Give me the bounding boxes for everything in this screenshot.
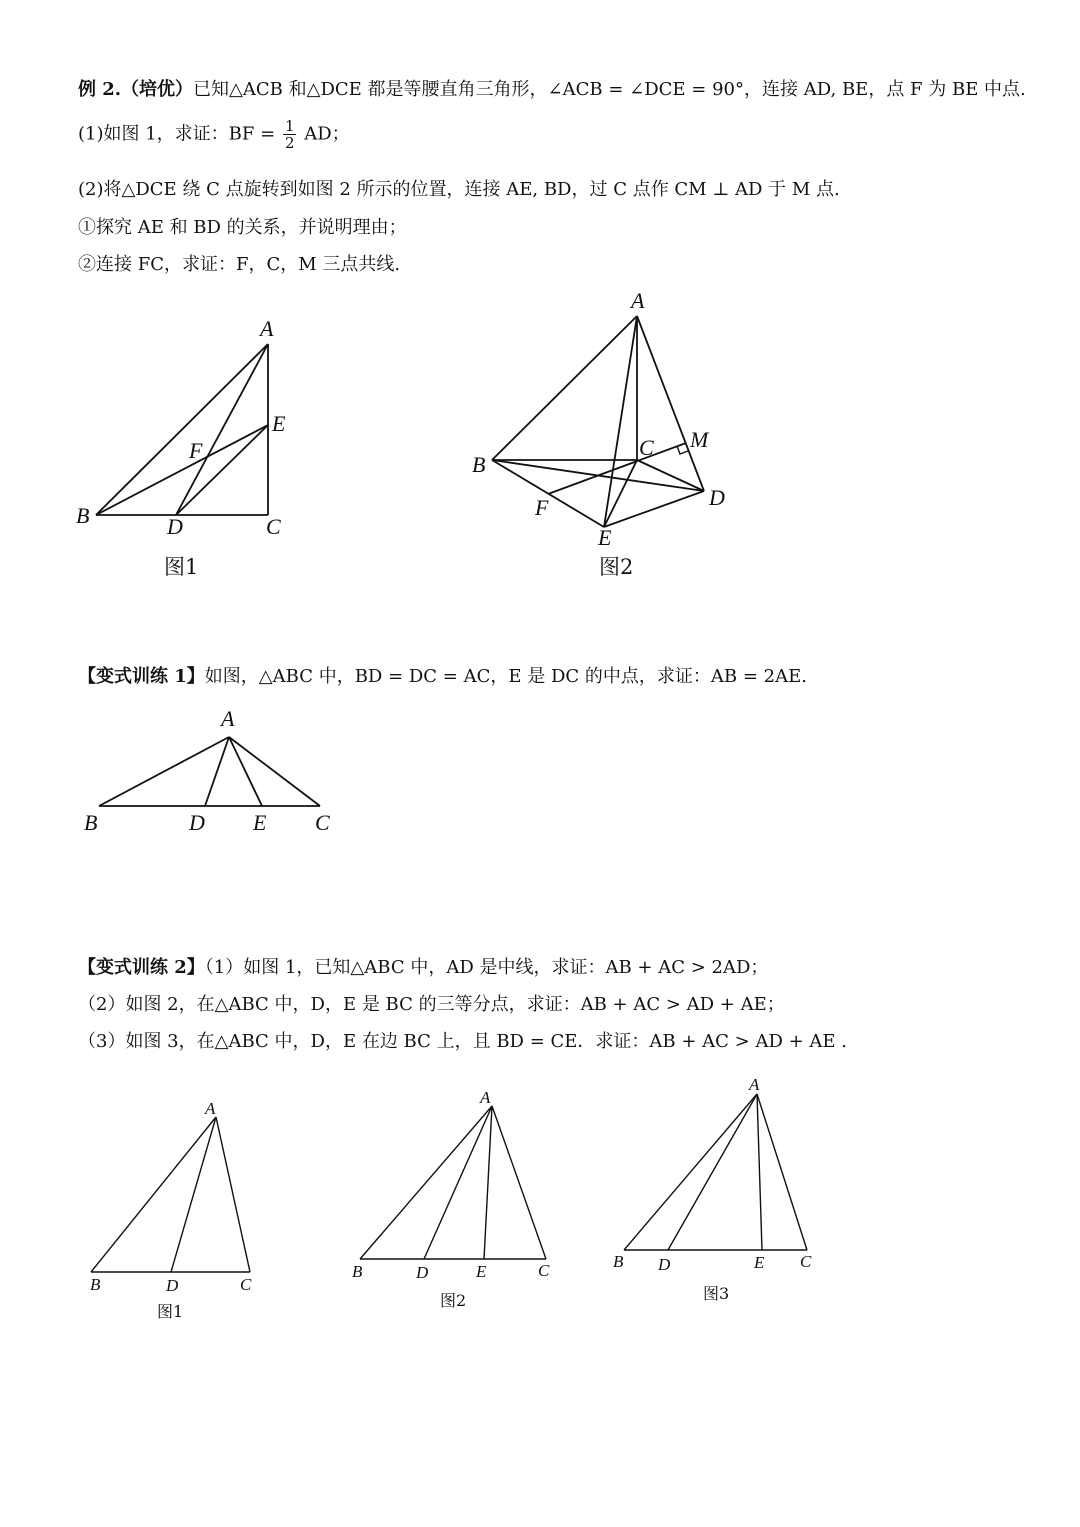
fig1-caption: 图1 bbox=[164, 555, 199, 579]
v1-label-d: D bbox=[189, 810, 205, 835]
v1-label-a: A bbox=[221, 706, 235, 731]
segment-ad bbox=[668, 1094, 757, 1250]
fraction-denominator: 2 bbox=[284, 134, 295, 152]
segment-ac bbox=[757, 1094, 807, 1250]
example2-stmt: 已知△ACB 和△DCE 都是等腰直角三角形，∠ACB = ∠DCE = 90°，连接 AD, BE，点 F 为 BE 中点. bbox=[193, 79, 1026, 100]
v1-label-e: E bbox=[253, 810, 267, 835]
variant2-q2: （2）如图 2，在△ABC 中，D，E 是 BC 的三等分点，求证：AB + AC > AD + AE； bbox=[78, 994, 785, 1015]
example2-part2: (2)将△DCE 绕 C 点旋转到如图 2 所示的位置，连接 AE, BD，过 C 点作 CM ⊥ AD 于 M 点. bbox=[78, 179, 840, 200]
v2f3-label-b: B bbox=[613, 1252, 624, 1271]
fig2-caption: 图2 bbox=[599, 555, 634, 579]
v2f2-caption: 图2 bbox=[440, 1291, 467, 1310]
fig2-label-m: M bbox=[690, 427, 709, 452]
variant1-heading: 【变式训练 1】 bbox=[78, 666, 205, 687]
v2f2-label-b: B bbox=[352, 1262, 363, 1281]
variant2-q1-text: （1）如图 1，已知△ABC 中，AD 是中线，求证：AB + AC > 2AD； bbox=[204, 957, 769, 978]
v2f2-label-d: D bbox=[416, 1263, 429, 1282]
segment-ab bbox=[624, 1094, 757, 1250]
fig1-label-c: C bbox=[266, 514, 281, 539]
v2f1-label-c: C bbox=[240, 1275, 252, 1294]
v2f3-label-a: A bbox=[749, 1075, 760, 1094]
v2f2-label-e: E bbox=[476, 1262, 487, 1281]
v2f1-caption: 图1 bbox=[157, 1302, 184, 1321]
fig1-label-d: D bbox=[167, 514, 183, 539]
fraction-numerator: 1 bbox=[284, 117, 295, 135]
fig1-label-b: B bbox=[76, 503, 90, 528]
v2f3-label-d: D bbox=[658, 1255, 671, 1274]
fig1-label-a: A bbox=[260, 316, 274, 341]
fig2-label-f: F bbox=[535, 495, 549, 520]
v2f1-label-b: B bbox=[90, 1275, 101, 1294]
variant2-heading: 【变式训练 2】 bbox=[78, 957, 205, 978]
fig2-label-e: E bbox=[598, 525, 612, 550]
v2f3-label-e: E bbox=[754, 1253, 765, 1272]
v2f1-label-a: A bbox=[205, 1099, 216, 1118]
variant1-stmt: 如图，△ABC 中，BD = DC = AC，E 是 DC 的中点，求证：AB = 2AE. bbox=[204, 666, 807, 687]
v2f2-label-a: A bbox=[480, 1088, 491, 1107]
part1-prefix: (1)如图 1，求证：BF = bbox=[78, 123, 276, 145]
fig2-label-c: C bbox=[639, 435, 654, 460]
v2f3-label-c: C bbox=[800, 1252, 812, 1271]
example2-part2-2: ②连接 FC，求证：F，C，M 三点共线. bbox=[78, 254, 401, 275]
v1-label-c: C bbox=[315, 810, 330, 835]
v1-label-b: B bbox=[84, 810, 98, 835]
fig1-label-e: E bbox=[272, 411, 286, 436]
v2f2-label-c: C bbox=[538, 1261, 550, 1280]
segment-ae bbox=[757, 1094, 762, 1250]
fig1-label-f: F bbox=[189, 438, 203, 463]
example2-heading: 例 2.（培优） bbox=[78, 79, 194, 100]
v2f1-label-d: D bbox=[166, 1276, 179, 1295]
variant2-q3: （3）如图 3，在△ABC 中，D，E 在边 BC 上，且 BD = CE．求证：AB + AC > AD + AE . bbox=[78, 1031, 847, 1052]
fig2-label-b: B bbox=[472, 452, 486, 477]
fig2-label-d: D bbox=[709, 485, 725, 510]
v2f3-caption: 图3 bbox=[703, 1284, 730, 1303]
example2-part2-1: ①探究 AE 和 BD 的关系，并说明理由； bbox=[78, 217, 407, 238]
fig2-label-a: A bbox=[631, 288, 645, 313]
part1-suffix: AD； bbox=[304, 123, 350, 145]
